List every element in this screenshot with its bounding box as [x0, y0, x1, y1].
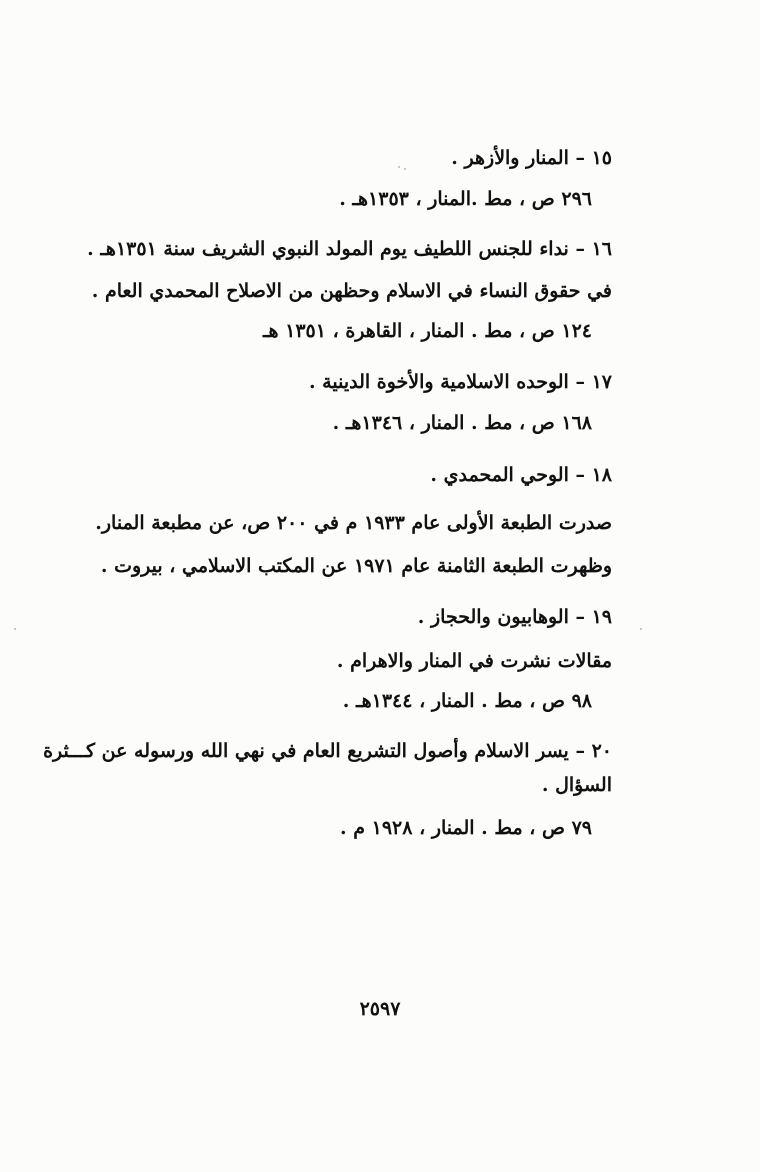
entry-16-subtitle: في حقوق النساء في الاسلام وحظهن من الاصلاح المحمدي العام . — [91, 280, 612, 302]
entry-16-heading: ١٦ – نداء للجنس اللطيف يوم المولد النبوي الشريف سنة ١٣٥١هـ . — [87, 238, 612, 260]
entry-19-publication: ٩٨ ص ، مط . المنار ، ١٣٤٤هـ . — [342, 690, 592, 712]
entry-19-note: مقالات نشرت في المنار والاهرام . — [336, 650, 612, 672]
entry-18-first-edition: صدرت الطبعة الأولى عام ١٩٣٣ م في ٢٠٠ ص، عن مطبعة المنار. — [95, 512, 612, 534]
entry-15-publication: ٢٩٦ ص ، مط .المنار ، ١٣٥٣هـ . — [339, 188, 592, 210]
page-number: ٢٥٩٧ — [359, 998, 401, 1020]
entry-19-heading: ١٩ – الوهابيون والحجاز . — [417, 606, 612, 628]
print-speck — [398, 166, 400, 168]
entry-18-eighth-edition: وظهرت الطبعة الثامنة عام ١٩٧١ عن المكتب الاسلامي ، بيروت . — [100, 555, 612, 577]
entry-17-publication: ١٦٨ ص ، مط . المنار ، ١٣٤٦هـ . — [332, 412, 592, 434]
print-speck — [404, 168, 406, 170]
entry-17-heading: ١٧ – الوحده الاسلامية والأخوة الدينية . — [308, 371, 612, 393]
entry-20-publication: ٧٩ ص ، مط . المنار ، ١٩٢٨ م . — [340, 817, 592, 839]
entry-15-heading: ١٥ – المنار والأزهر . — [451, 147, 612, 169]
entry-20-heading-continuation: السؤال . — [541, 774, 612, 796]
entry-16-publication: ١٢٤ ص ، مط . المنار ، القاهرة ، ١٣٥١ هـ — [262, 320, 592, 342]
entry-18-heading: ١٨ – الوحي المحمدي . — [430, 464, 612, 486]
print-speck — [640, 628, 642, 630]
entry-20-heading: ٢٠ – يسر الاسلام وأصول التشريع العام في نهي الله ورسوله عن كـــثرة — [43, 740, 612, 762]
print-speck — [14, 628, 16, 630]
